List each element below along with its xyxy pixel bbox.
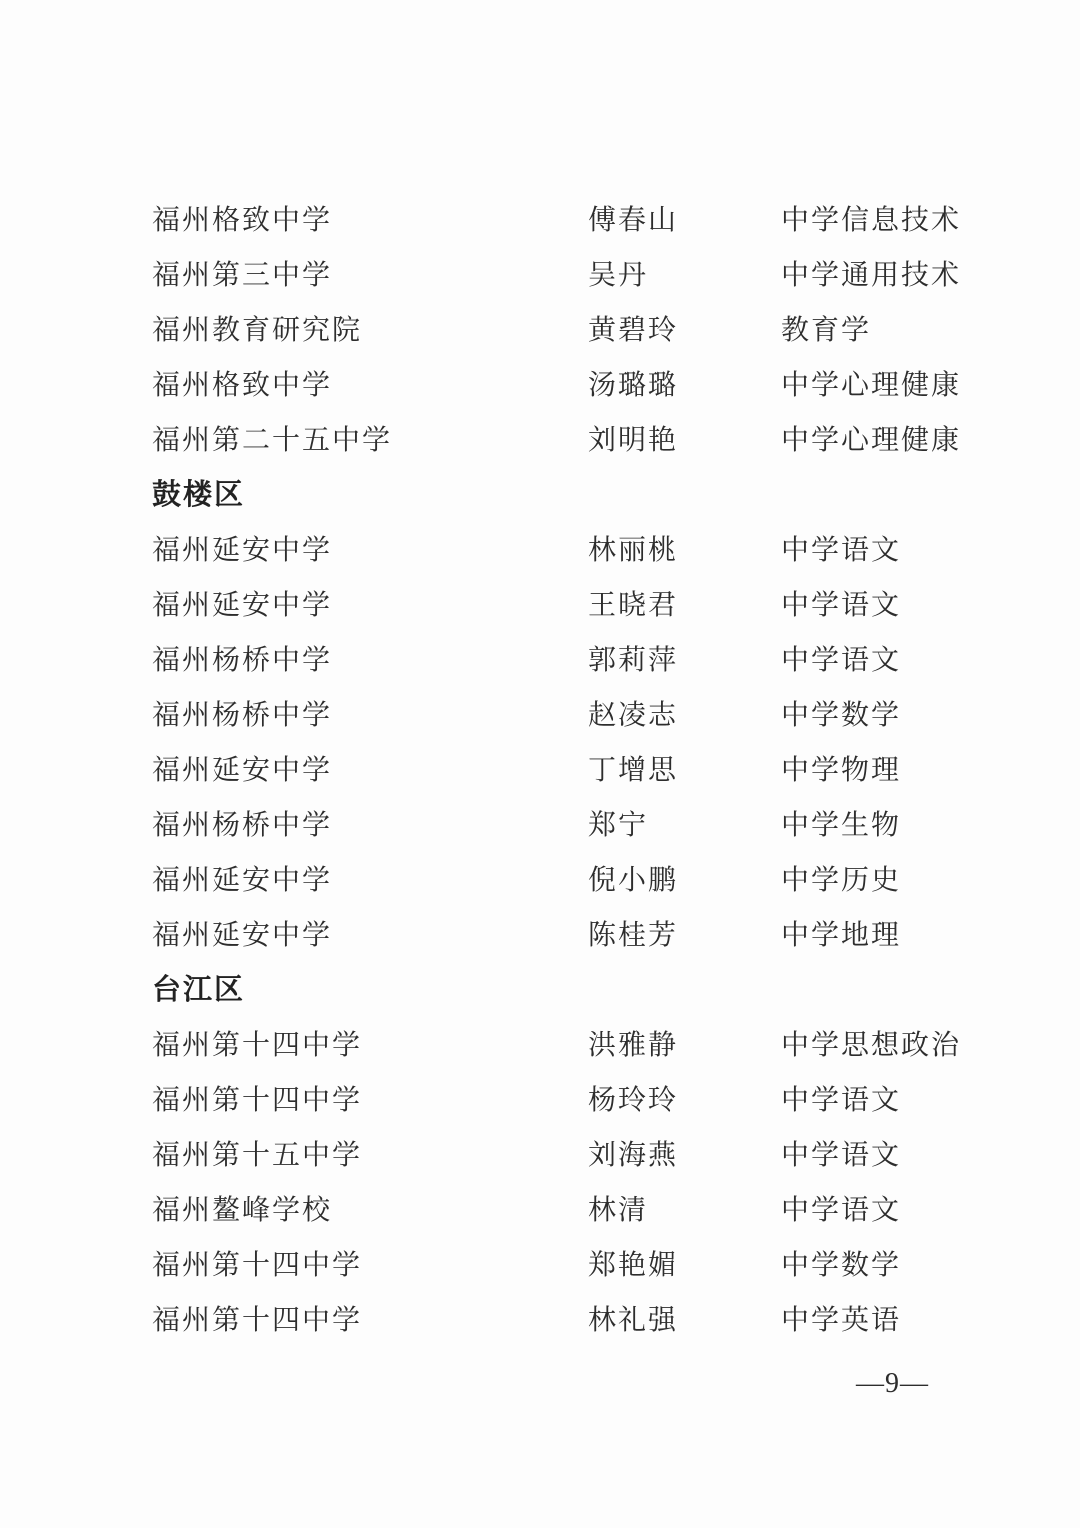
school-cell: 福州格致中学 [152, 369, 333, 401]
table-row [152, 1125, 1080, 1180]
subject-cell: 中学地理 [781, 919, 902, 951]
school-cell: 福州第十五中学 [152, 1139, 363, 1171]
subject-cell: 中学数学 [781, 1249, 902, 1281]
table-row [152, 355, 1080, 410]
name-cell: 傅春山 [588, 204, 679, 236]
table-row [152, 1015, 1080, 1070]
table-row [152, 905, 1080, 960]
section-header: 台江区 [152, 974, 246, 1006]
school-cell: 福州杨桥中学 [152, 699, 333, 731]
table-row [152, 1180, 1080, 1235]
table-row [152, 410, 1080, 465]
subject-cell: 中学语文 [781, 1194, 902, 1226]
subject-cell: 中学数学 [781, 699, 902, 731]
subject-cell: 中学生物 [781, 809, 902, 841]
name-cell: 赵凌志 [588, 699, 679, 731]
school-cell: 福州第十四中学 [152, 1029, 363, 1061]
name-cell: 刘明艳 [588, 424, 679, 456]
table-row [152, 1290, 1080, 1345]
section-header: 鼓楼区 [152, 479, 246, 511]
name-cell: 丁增思 [588, 754, 679, 786]
table-row [152, 685, 1080, 740]
table-row [152, 245, 1080, 300]
school-cell: 福州第十四中学 [152, 1084, 363, 1116]
subject-cell: 中学思想政治 [781, 1029, 962, 1061]
subject-cell: 中学心理健康 [781, 424, 962, 456]
name-cell: 黄碧玲 [588, 314, 679, 346]
subject-cell: 中学物理 [781, 754, 902, 786]
table-row [152, 300, 1080, 355]
name-cell: 倪小鹏 [588, 864, 679, 896]
school-cell: 福州第十四中学 [152, 1249, 363, 1281]
school-cell: 福州延安中学 [152, 754, 333, 786]
table-row [152, 1070, 1080, 1125]
table-row [152, 575, 1080, 630]
school-cell: 福州延安中学 [152, 589, 333, 621]
school-cell: 福州杨桥中学 [152, 809, 333, 841]
table-row [152, 630, 1080, 685]
school-cell: 福州延安中学 [152, 864, 333, 896]
table-row [152, 520, 1080, 575]
table-row [152, 740, 1080, 795]
name-cell: 王晓君 [588, 589, 679, 621]
name-cell: 吴丹 [588, 259, 649, 291]
subject-cell: 中学心理健康 [781, 369, 962, 401]
table-row [152, 795, 1080, 850]
name-cell: 汤璐璐 [588, 369, 679, 401]
subject-cell: 教育学 [781, 314, 872, 346]
table-row [152, 850, 1080, 905]
school-cell: 福州格致中学 [152, 204, 333, 236]
name-cell: 林礼强 [588, 1304, 679, 1336]
school-cell: 福州第三中学 [152, 259, 333, 291]
school-cell: 福州第十四中学 [152, 1304, 363, 1336]
subject-cell: 中学语文 [781, 589, 902, 621]
name-cell: 杨玲玲 [588, 1084, 679, 1116]
school-cell: 福州杨桥中学 [152, 644, 333, 676]
name-cell: 郑宁 [588, 809, 649, 841]
subject-cell: 中学语文 [781, 1084, 902, 1116]
name-cell: 郑艳媚 [588, 1249, 679, 1281]
table-row [152, 1235, 1080, 1290]
subject-cell: 中学通用技术 [781, 259, 962, 291]
subject-cell: 中学语文 [781, 644, 902, 676]
subject-cell: 中学语文 [781, 534, 902, 566]
name-cell: 郭莉萍 [588, 644, 679, 676]
page-number: —9— [856, 1368, 929, 1399]
table-row [152, 190, 1080, 245]
school-cell: 福州第二十五中学 [152, 424, 393, 456]
school-cell: 福州延安中学 [152, 919, 333, 951]
subject-cell: 中学英语 [781, 1304, 902, 1336]
subject-cell: 中学历史 [781, 864, 902, 896]
school-cell: 福州延安中学 [152, 534, 333, 566]
name-cell: 刘海燕 [588, 1139, 679, 1171]
school-cell: 福州鳌峰学校 [152, 1194, 333, 1226]
school-cell: 福州教育研究院 [152, 314, 363, 346]
name-cell: 林清 [588, 1194, 649, 1226]
name-cell: 陈桂芳 [588, 919, 679, 951]
name-cell: 林丽桃 [588, 534, 679, 566]
subject-cell: 中学信息技术 [781, 204, 962, 236]
subject-cell: 中学语文 [781, 1139, 902, 1171]
name-cell: 洪雅静 [588, 1029, 679, 1061]
